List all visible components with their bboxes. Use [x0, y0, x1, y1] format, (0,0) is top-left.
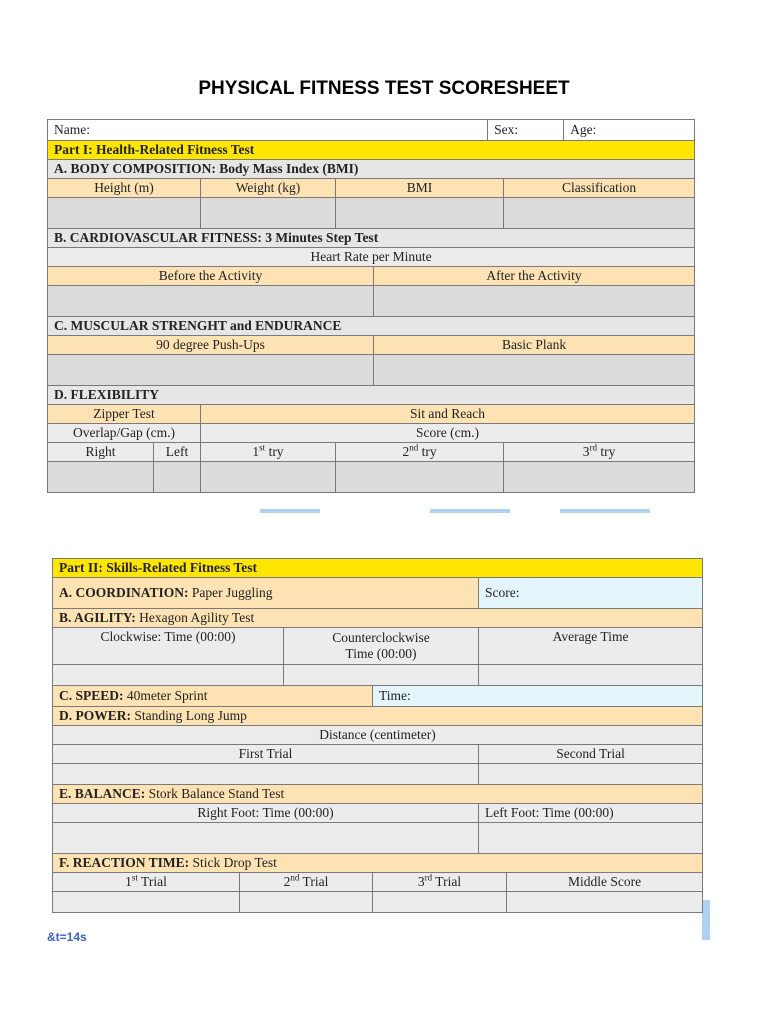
height-header: Height (m): [48, 179, 201, 198]
trial1-input[interactable]: [53, 892, 240, 913]
counterclockwise-input[interactable]: [284, 665, 479, 686]
try3-label: 3rd try: [504, 443, 695, 462]
pushups-header: 90 degree Push-Ups: [48, 336, 374, 355]
left-foot-header: Left Foot: Time (00:00): [479, 804, 703, 823]
trial3-input[interactable]: [373, 892, 507, 913]
clockwise-header: Clockwise: Time (00:00): [53, 628, 284, 665]
weight-input[interactable]: [201, 198, 336, 229]
heart-rate-label: Heart Rate per Minute: [48, 248, 695, 267]
page-title: PHYSICAL FITNESS TEST SCORESHEET: [198, 78, 570, 99]
after-activity-header: After the Activity: [374, 267, 695, 286]
decor-stripe: [260, 509, 320, 513]
flexibility-title: D. FLEXIBILITY: [48, 386, 695, 405]
weight-header: Weight (kg): [201, 179, 336, 198]
right-foot-input[interactable]: [53, 823, 479, 854]
left-input[interactable]: [154, 462, 201, 493]
left-label: Left: [154, 443, 201, 462]
decor-stripe: [560, 509, 650, 513]
before-activity-input[interactable]: [48, 286, 374, 317]
name-field[interactable]: [48, 120, 488, 141]
pushups-input[interactable]: [48, 355, 374, 386]
power-row: D. POWER: Standing Long Jump: [53, 707, 703, 726]
try2-input[interactable]: [336, 462, 504, 493]
balance-row: E. BALANCE: Stork Balance Stand Test: [53, 785, 703, 804]
plank-input[interactable]: [374, 355, 695, 386]
speed-row: C. SPEED: 40meter Sprint: [53, 686, 373, 707]
overlay-text: &t=14s: [47, 930, 87, 944]
age-label: Age:: [570, 122, 597, 137]
sex-label: Sex:: [494, 122, 519, 137]
age-field[interactable]: [564, 120, 695, 141]
distance-label: Distance (centimeter): [53, 726, 703, 745]
decor-stripe: [430, 509, 510, 513]
bmi-input[interactable]: [336, 198, 504, 229]
trial1-header: 1st Trial: [53, 873, 240, 892]
left-foot-input[interactable]: [479, 823, 703, 854]
part1-title: Part I: Health-Related Fitness Test: [48, 141, 695, 160]
first-trial-header: First Trial: [53, 745, 479, 764]
second-trial-input[interactable]: [479, 764, 703, 785]
body-composition-title: A. BODY COMPOSITION: Body Mass Index (BMI): [48, 160, 695, 179]
after-activity-input[interactable]: [374, 286, 695, 317]
classification-header: Classification: [504, 179, 695, 198]
muscular-title: C. MUSCULAR STRENGHT and ENDURANCE: [48, 317, 695, 336]
try1-input[interactable]: [201, 462, 336, 493]
speed-time[interactable]: Time:: [373, 686, 703, 707]
coordination-score[interactable]: Score:: [479, 578, 703, 609]
score-cm-label: Score (cm.): [201, 424, 695, 443]
middle-score-input[interactable]: [507, 892, 703, 913]
middle-score-header: Middle Score: [507, 873, 703, 892]
average-time-header: Average Time: [479, 628, 703, 665]
right-label: Right: [48, 443, 154, 462]
name-label: Name:: [54, 122, 90, 137]
try2-label: 2nd try: [336, 443, 504, 462]
part2-table: [52, 558, 703, 913]
before-activity-header: Before the Activity: [48, 267, 374, 286]
clockwise-input[interactable]: [53, 665, 284, 686]
reaction-row: F. REACTION TIME: Stick Drop Test: [53, 854, 703, 873]
overlap-label: Overlap/Gap (cm.): [48, 424, 201, 443]
first-trial-input[interactable]: [53, 764, 479, 785]
decor-stripe: [702, 900, 710, 940]
second-trial-header: Second Trial: [479, 745, 703, 764]
right-input[interactable]: [48, 462, 154, 493]
plank-header: Basic Plank: [374, 336, 695, 355]
part1-table: [47, 119, 695, 493]
try1-label: 1st try: [201, 443, 336, 462]
right-foot-header: Right Foot: Time (00:00): [53, 804, 479, 823]
sex-field[interactable]: [488, 120, 564, 141]
coordination-row: A. COORDINATION: Paper Juggling: [53, 578, 479, 609]
zipper-header: Zipper Test: [48, 405, 201, 424]
classification-input[interactable]: [504, 198, 695, 229]
height-input[interactable]: [48, 198, 201, 229]
sit-reach-header: Sit and Reach: [201, 405, 695, 424]
try3-input[interactable]: [504, 462, 695, 493]
trial3-header: 3rd Trial: [373, 873, 507, 892]
bmi-header: BMI: [336, 179, 504, 198]
agility-row: B. AGILITY: Hexagon Agility Test: [53, 609, 703, 628]
trial2-input[interactable]: [240, 892, 373, 913]
trial2-header: 2nd Trial: [240, 873, 373, 892]
cardio-title: B. CARDIOVASCULAR FITNESS: 3 Minutes Step Test: [48, 229, 695, 248]
average-time-input[interactable]: [479, 665, 703, 686]
part2-title: Part II: Skills-Related Fitness Test: [53, 559, 703, 578]
counterclockwise-header: Counterclockwise Time (00:00): [284, 628, 479, 665]
